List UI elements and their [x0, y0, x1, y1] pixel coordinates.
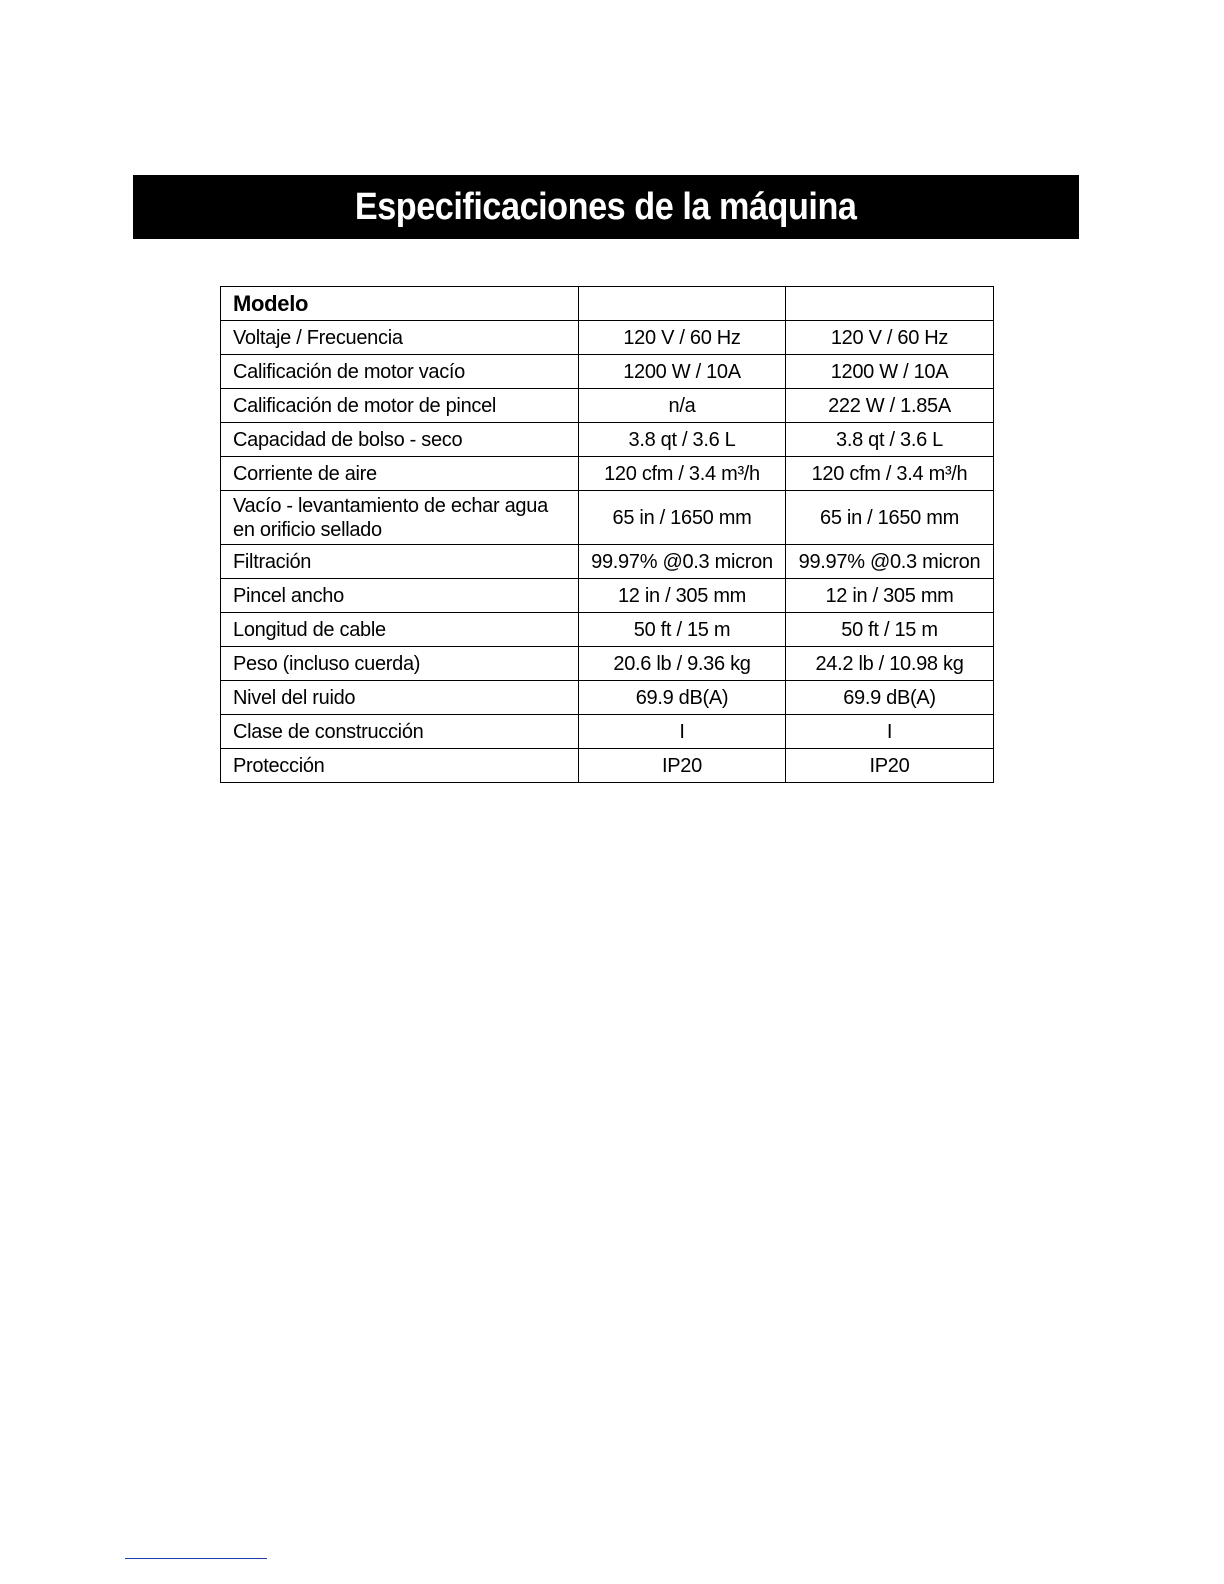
row-label: Capacidad de bolso - seco — [221, 423, 579, 457]
table-row — [221, 355, 994, 389]
row-label: Pincel ancho — [221, 579, 579, 613]
row-label: Longitud de cable — [221, 613, 579, 647]
row-label: Filtración — [221, 545, 579, 579]
row-value-2: 3.8 qt / 3.6 L — [786, 423, 994, 457]
table-row — [221, 681, 994, 715]
row-value-1: n/a — [579, 389, 786, 423]
row-value-1: 120 V / 60 Hz — [579, 321, 786, 355]
row-label: Peso (incluso cuerda) — [221, 647, 579, 681]
table-row — [221, 715, 994, 749]
table-header-row — [221, 287, 994, 321]
row-label: Nivel del ruido — [221, 681, 579, 715]
row-value-1: 69.9 dB(A) — [579, 681, 786, 715]
row-label: Voltaje / Frecuencia — [221, 321, 579, 355]
row-value-1: 99.97% @0.3 micron — [579, 545, 786, 579]
header-model-1 — [579, 287, 786, 321]
row-value-1: I — [579, 715, 786, 749]
row-value-2: 99.97% @0.3 micron — [786, 545, 994, 579]
row-value-1: 50 ft / 15 m — [579, 613, 786, 647]
spec-table — [220, 286, 994, 783]
table-row — [221, 423, 994, 457]
row-value-2: 24.2 lb / 10.98 kg — [786, 647, 994, 681]
table-row — [221, 321, 994, 355]
row-value-2: IP20 — [786, 749, 994, 783]
row-label: Vacío - levantamiento de echar agua en orificio sellado — [221, 491, 579, 545]
row-value-1: 12 in / 305 mm — [579, 579, 786, 613]
row-value-1: 1200 W / 10A — [579, 355, 786, 389]
row-value-2: 120 cfm / 3.4 m³/h — [786, 457, 994, 491]
row-label: Calificación de motor vacío — [221, 355, 579, 389]
row-value-2: 120 V / 60 Hz — [786, 321, 994, 355]
row-value-1: 20.6 lb / 9.36 kg — [579, 647, 786, 681]
table-row — [221, 545, 994, 579]
row-value-1: IP20 — [579, 749, 786, 783]
row-value-2: 1200 W / 10A — [786, 355, 994, 389]
table-row — [221, 389, 994, 423]
row-label: Clase de construcción — [221, 715, 579, 749]
row-value-2: 222 W / 1.85A — [786, 389, 994, 423]
row-value-1: 65 in / 1650 mm — [579, 491, 786, 545]
table-row — [221, 579, 994, 613]
header-label: Modelo — [221, 287, 579, 321]
row-value-2: 69.9 dB(A) — [786, 681, 994, 715]
table-row — [221, 749, 994, 783]
table-row — [221, 457, 994, 491]
table-row — [221, 613, 994, 647]
row-value-1: 3.8 qt / 3.6 L — [579, 423, 786, 457]
row-label: Protección — [221, 749, 579, 783]
row-value-2: 50 ft / 15 m — [786, 613, 994, 647]
row-label: Corriente de aire — [221, 457, 579, 491]
row-value-2: 65 in / 1650 mm — [786, 491, 994, 545]
page-title: Especificaciones de la máquina — [355, 185, 857, 228]
row-value-2: I — [786, 715, 994, 749]
row-label: Calificación de motor de pincel — [221, 389, 579, 423]
row-value-1: 120 cfm / 3.4 m³/h — [579, 457, 786, 491]
table-row — [221, 491, 994, 545]
header-model-2 — [786, 287, 994, 321]
table-row — [221, 647, 994, 681]
row-value-2: 12 in / 305 mm — [786, 579, 994, 613]
footnote-divider — [125, 1558, 267, 1559]
title-banner — [133, 175, 1079, 239]
